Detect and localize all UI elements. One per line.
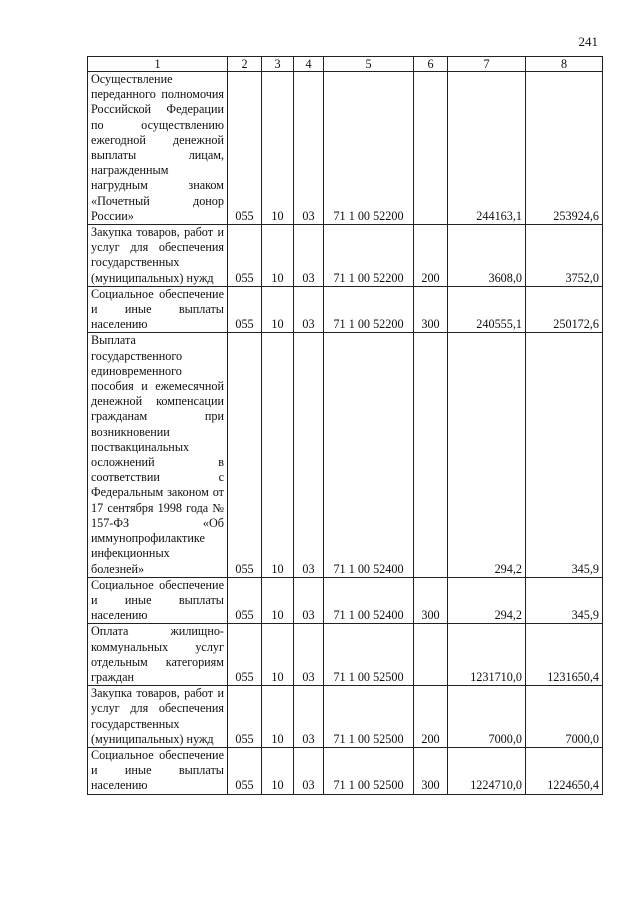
table-row <box>88 72 603 225</box>
column-header: 3 <box>262 57 294 72</box>
cell-rz: 10 <box>262 686 294 748</box>
cell-ved: 055 <box>228 72 262 225</box>
cell-sum-1: 294,2 <box>448 577 526 624</box>
cell-sum-1: 7000,0 <box>448 686 526 748</box>
cell-sum-1: 244163,1 <box>448 72 526 225</box>
column-header: 4 <box>294 57 324 72</box>
page-number: 241 <box>578 34 598 49</box>
cell-vr <box>414 624 448 686</box>
column-header: 6 <box>414 57 448 72</box>
table-header-row <box>88 57 603 72</box>
cell-csr: 71 1 00 52200 <box>324 286 414 333</box>
row-description: Закупка товаров, работ и услуг для обеспечения государственных (муниципальных) нужд <box>88 686 228 748</box>
cell-sum-1: 3608,0 <box>448 225 526 287</box>
cell-ved: 055 <box>228 225 262 287</box>
row-description: Осуществление переданного полномочия Российской Федерации по осуществлению ежегодной денежной выплаты лицам, награжденным нагрудным знаком «Почетный донор России» <box>88 72 228 225</box>
column-header: 1 <box>88 57 228 72</box>
cell-vr <box>414 72 448 225</box>
cell-csr: 71 1 00 52400 <box>324 333 414 577</box>
table-row <box>88 286 603 333</box>
cell-pr: 03 <box>294 286 324 333</box>
cell-pr: 03 <box>294 686 324 748</box>
row-description: Социальное обеспечение и иные выплаты населению <box>88 286 228 333</box>
row-description: Социальное обеспечение и иные выплаты населению <box>88 747 228 794</box>
cell-sum-2: 7000,0 <box>526 686 603 748</box>
column-header: 5 <box>324 57 414 72</box>
cell-vr <box>414 333 448 577</box>
cell-sum-2: 345,9 <box>526 577 603 624</box>
budget-table <box>87 56 603 795</box>
cell-ved: 055 <box>228 333 262 577</box>
cell-sum-1: 1231710,0 <box>448 624 526 686</box>
cell-sum-2: 3752,0 <box>526 225 603 287</box>
cell-rz: 10 <box>262 577 294 624</box>
table-row <box>88 225 603 287</box>
cell-csr: 71 1 00 52400 <box>324 577 414 624</box>
cell-csr: 71 1 00 52500 <box>324 624 414 686</box>
cell-vr: 300 <box>414 577 448 624</box>
table-row <box>88 686 603 748</box>
cell-vr: 300 <box>414 286 448 333</box>
cell-vr: 200 <box>414 225 448 287</box>
cell-sum-1: 240555,1 <box>448 286 526 333</box>
cell-sum-2: 1224650,4 <box>526 747 603 794</box>
cell-csr: 71 1 00 52500 <box>324 686 414 748</box>
row-description: Выплата государственного единовременного пособия и ежемесячной денежной компенсации гражданам при возникновении поствакцинальных осложнений в соответствии с Федеральным законом от 17 сентября 1998 года № 157-ФЗ «Об иммунопрофилактике инфекционных болезней» <box>88 333 228 577</box>
cell-rz: 10 <box>262 624 294 686</box>
table-row <box>88 624 603 686</box>
cell-pr: 03 <box>294 624 324 686</box>
cell-pr: 03 <box>294 225 324 287</box>
cell-sum-1: 1224710,0 <box>448 747 526 794</box>
table-row <box>88 577 603 624</box>
column-header: 2 <box>228 57 262 72</box>
cell-pr: 03 <box>294 72 324 225</box>
cell-ved: 055 <box>228 747 262 794</box>
cell-pr: 03 <box>294 747 324 794</box>
cell-sum-2: 250172,6 <box>526 286 603 333</box>
cell-sum-2: 1231650,4 <box>526 624 603 686</box>
cell-rz: 10 <box>262 72 294 225</box>
cell-ved: 055 <box>228 624 262 686</box>
cell-rz: 10 <box>262 333 294 577</box>
row-description: Оплата жилищно-коммунальных услуг отдельным категориям граждан <box>88 624 228 686</box>
cell-sum-1: 294,2 <box>448 333 526 577</box>
cell-csr: 71 1 00 52200 <box>324 225 414 287</box>
row-description: Закупка товаров, работ и услуг для обеспечения государственных (муниципальных) нужд <box>88 225 228 287</box>
column-header: 7 <box>448 57 526 72</box>
cell-sum-2: 253924,6 <box>526 72 603 225</box>
cell-ved: 055 <box>228 286 262 333</box>
cell-vr: 200 <box>414 686 448 748</box>
cell-csr: 71 1 00 52200 <box>324 72 414 225</box>
cell-sum-2: 345,9 <box>526 333 603 577</box>
cell-pr: 03 <box>294 577 324 624</box>
table-row <box>88 747 603 794</box>
column-header: 8 <box>526 57 603 72</box>
cell-vr: 300 <box>414 747 448 794</box>
cell-rz: 10 <box>262 225 294 287</box>
cell-rz: 10 <box>262 747 294 794</box>
cell-csr: 71 1 00 52500 <box>324 747 414 794</box>
cell-ved: 055 <box>228 577 262 624</box>
cell-rz: 10 <box>262 286 294 333</box>
row-description: Социальное обеспечение и иные выплаты населению <box>88 577 228 624</box>
cell-ved: 055 <box>228 686 262 748</box>
table-row <box>88 333 603 577</box>
cell-pr: 03 <box>294 333 324 577</box>
